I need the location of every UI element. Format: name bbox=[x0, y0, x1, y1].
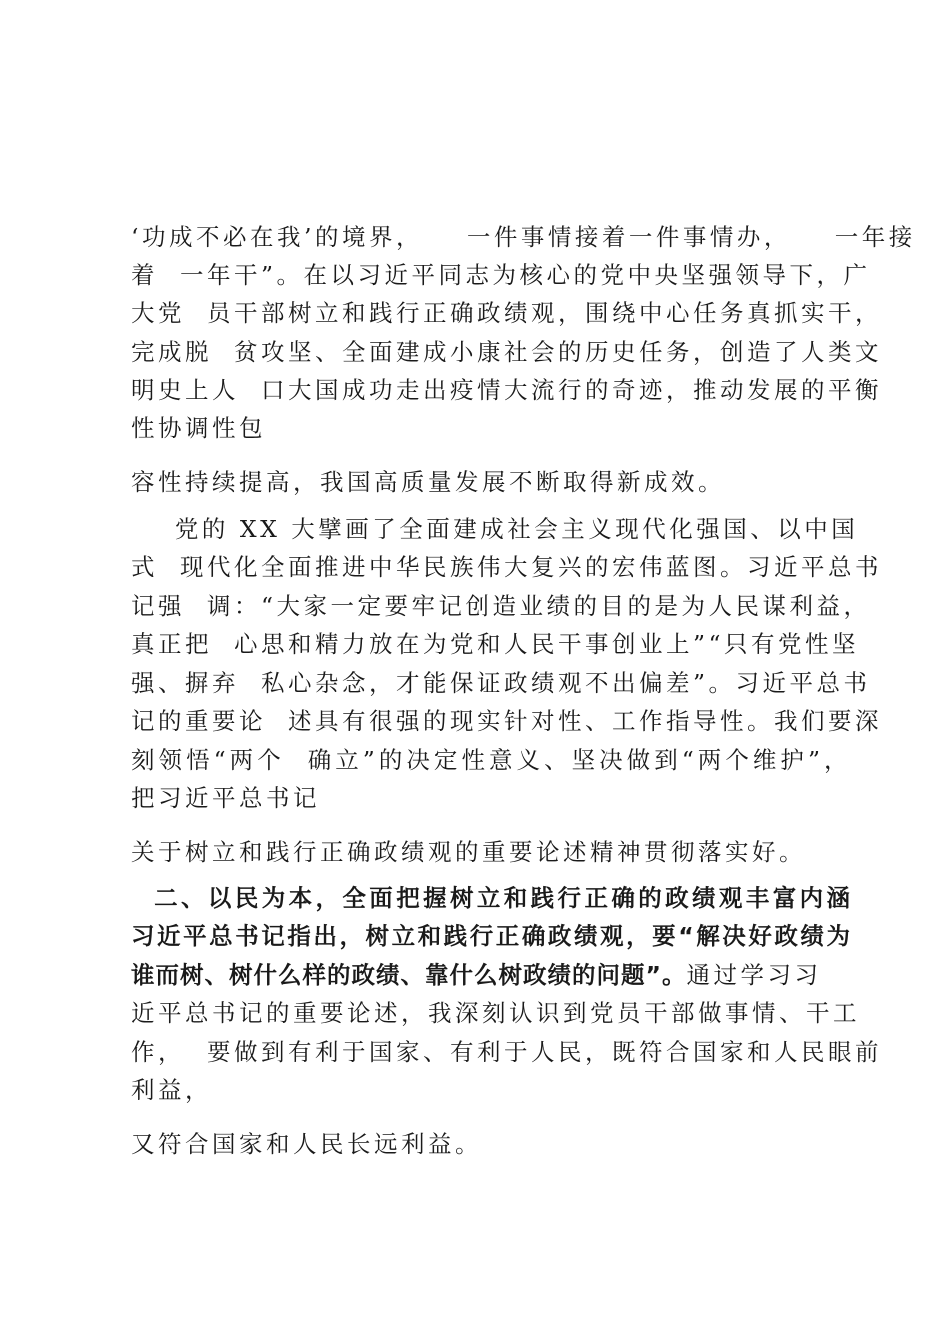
para3-normal-end: 通过学习习 bbox=[686, 961, 822, 989]
para1-line-4: 完成脱 贫攻坚、全面建成小康社会的历史任务，创造了人类文 bbox=[131, 338, 882, 366]
para2-line-1: 党的 XX 大擘画了全面建成社会主义现代化强国、以中国 bbox=[131, 515, 859, 543]
para3-line-2: 作， 要做到有利于国家、有利于人民，既符合国家和人民眼前 bbox=[131, 1038, 882, 1066]
section-heading-2: 二、以民为本，全面把握树立和践行正确的政绩观丰富内涵 bbox=[131, 884, 851, 912]
para2-line-5: 强、摒弃 私心杂念，才能保证政绩观不出偏差”。习近平总书 bbox=[131, 669, 871, 697]
para2-line-7: 刻领悟“两个 确立”的决定性意义、坚决做到“两个维护”， bbox=[131, 746, 851, 774]
para1-line-6: 性协调性包 bbox=[131, 414, 266, 442]
para1-line-2: 着 一年干”。在以习近平同志为核心的党中央坚强领导下，广 bbox=[131, 261, 871, 289]
para1-tail: 容性持续提高，我国高质量发展不断取得新成效。 bbox=[131, 468, 725, 496]
para2-line-3: 记强 调：“大家一定要牢记创造业绩的目的是为人民谋利益， bbox=[131, 592, 871, 620]
para2-line-8: 把习近平总书记 bbox=[131, 784, 320, 812]
para3-bold-line-2: 谁而树、树什么样的政绩、靠什么树政绩的问题”。 bbox=[131, 961, 687, 989]
para3-tail: 又符合国家和人民长远利益。 bbox=[131, 1130, 482, 1158]
para2-line-2: 式 现代化全面推进中华民族伟大复兴的宏伟蓝图。习近平总书 bbox=[131, 553, 882, 581]
para1-line-1: ‘功成不必在我’的境界， 一件事情接着一件事情办， 一年接 bbox=[131, 223, 916, 251]
para1-line-5: 明史上人 口大国成功走出疫情大流行的奇迹，推动发展的平衡 bbox=[131, 376, 882, 404]
para1-line-3: 大党 员干部树立和践行正确政绩观，围绕中心任务真抓实干， bbox=[131, 299, 882, 327]
para3-bold-line-1: 习近平总书记指出，树立和践行正确政绩观，要“解决好政绩为 bbox=[131, 922, 851, 950]
para2-line-6: 记的重要论 述具有很强的现实针对性、工作指导性。我们要深 bbox=[131, 707, 882, 735]
para2-line-4: 真正把 心思和精力放在为党和人民干事创业上”“只有党性坚 bbox=[131, 630, 859, 658]
para3-line-3: 利益， bbox=[131, 1076, 212, 1104]
para3-mixed-line bbox=[131, 959, 851, 991]
para3-line-1: 近平总书记的重要论述，我深刻认识到党员干部做事情、干工 bbox=[131, 999, 860, 1027]
para2-tail: 关于树立和践行正确政绩观的重要论述精神贯彻落实好。 bbox=[131, 838, 806, 866]
